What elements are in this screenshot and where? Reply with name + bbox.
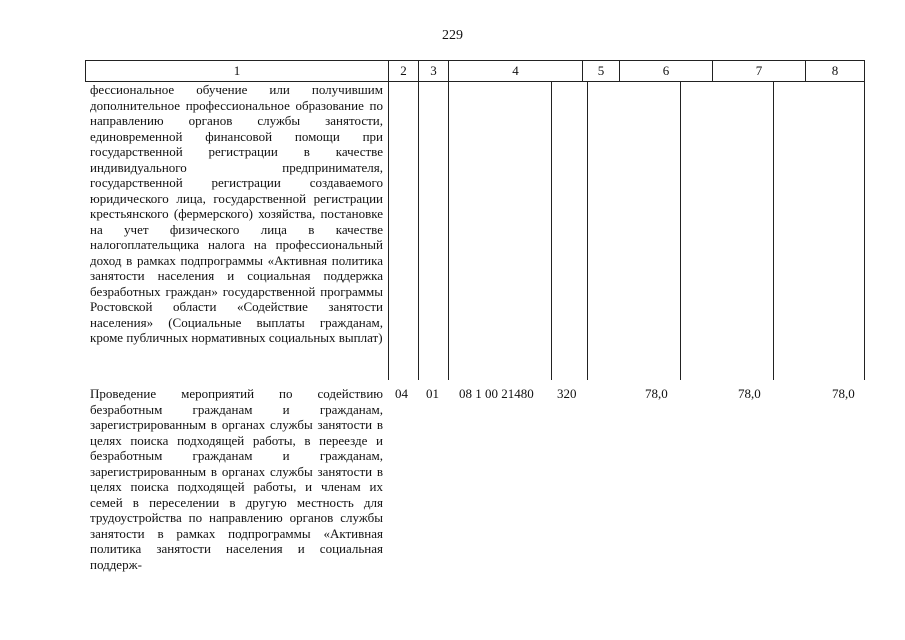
column-divider <box>418 82 419 380</box>
page-number: 229 <box>442 28 463 43</box>
row-2-csr: 08 1 00 21480 <box>459 386 534 401</box>
column-divider <box>448 82 449 380</box>
column-divider <box>551 82 552 380</box>
row-2-value-3: 78,0 <box>832 386 855 401</box>
header-col-7: 7 <box>713 61 806 81</box>
row-2-value-1: 78,0 <box>645 386 668 401</box>
row-1-description: фессиональное обучение или получившим дополнительное профессиональное образование по направлению органов службы занятости, единовременной финансовой помощи при государственной регистрации в качестве индивидуального предпринимателя, государственной регистрации создаваемого юридического лица, государственной регистрации крестьянского (фермерского) хозяйства, постановке на учет физического лица в качестве налогоплательщика налога на профессиональный доход в рамках подпрограммы «Активная политика занятости населения и социальная поддержка безработных граждан» государственной программы Ростовской области «Содействие занятости населения» (Социальные выплаты гражданам, кроме публичных нормативных социальных выплат) <box>90 82 383 345</box>
header-col-6: 6 <box>620 61 713 81</box>
header-col-8: 8 <box>831 63 839 78</box>
header-col-2: 2 <box>389 61 419 81</box>
column-divider <box>388 82 389 380</box>
row-2-description: Проведение мероприятий по содействию безработным гражданам и гражданам, зарегистрированным в органах службы занятости в целях поиска подходящей работы, в переезде и безработным гражданам и гражданам, зарегистрированным в органах службы занятости в целях поиска подходящей работы, и членам их семей в переселении в другую местность для трудоустройства по направлению органов службы занятости в рамках подпрограммы «Активная политика занятости населения и социальная поддерж- <box>90 386 383 572</box>
row-2-value-2: 78,0 <box>738 386 761 401</box>
column-divider <box>864 82 865 380</box>
row-2-pr: 01 <box>426 386 439 401</box>
column-divider <box>587 82 588 380</box>
header-col-5: 5 <box>583 61 620 81</box>
row-2-rz: 04 <box>395 386 408 401</box>
header-col-4: 4 <box>449 61 583 81</box>
header-col-1: 1 <box>86 61 389 81</box>
header-col-3: 3 <box>419 61 449 81</box>
column-divider <box>680 82 681 380</box>
table-header <box>85 60 865 82</box>
column-divider <box>773 82 774 380</box>
row-2-vr: 320 <box>557 386 577 401</box>
